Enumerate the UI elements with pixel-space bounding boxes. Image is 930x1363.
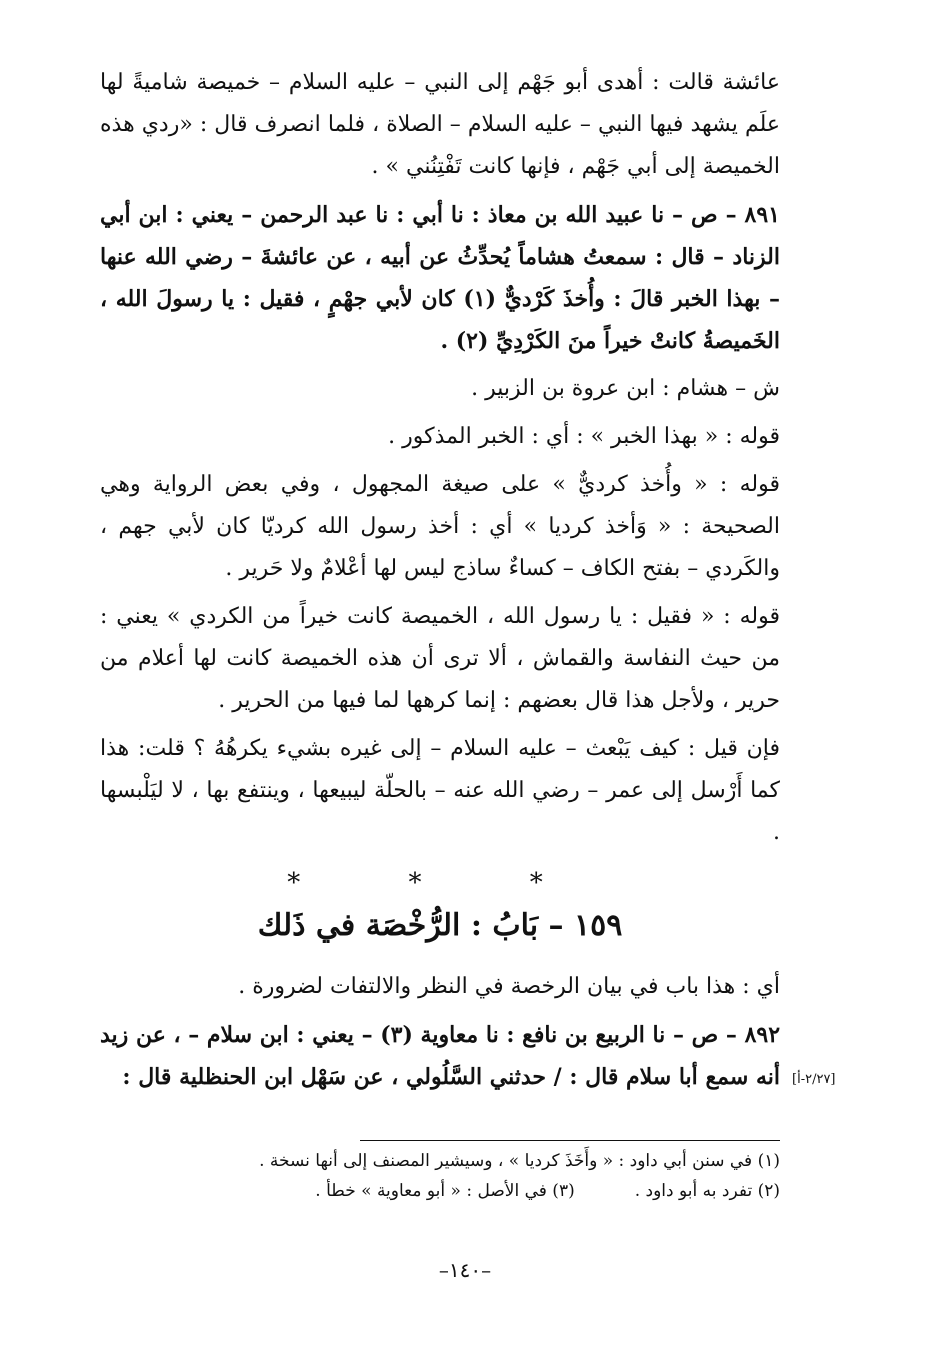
manuscript-folio-reference: [٢/٢٧-أ] — [792, 1072, 836, 1087]
paragraph-hadith-context: عائشة قالت : أهدى أبو جَهْم إلى النبي – عليه السلام – خميصة شاميةً لها علَم يشهد فيها النبي – عليه السلام – الصلاة ، فلما انصرف قال : «ردي هذه الخميصة إلى أبي جَهْم ، فإنها كانت تَفْتِنُني » . — [100, 70, 780, 179]
paragraph-question-answer: فإن قيل : كيف يَبْعث – عليه السلام – إلى غيره بشيء يكرهُهُ ؟ قلت: هذا كما أَرْسل إلى عمر – رضي الله عنه – بالحلّة ليبيعها ، وينتفع بها ، لا ليَلْبسها . — [100, 736, 780, 845]
paragraph-qawluhu-kurdi: قوله : « وأُخذ كرديٌّ » على صيغة المجهول ، وفي بعض الرواية وهي الصحيحة : « وَأخذ كرديا » أي : أخذ رسول الله كرديّا كان لأبي جهم ، والكَردي – بفتح الكاف – كساءٌ ساذج ليس لها أعْلامٌ ولا حَرير . — [100, 472, 780, 581]
footnote-row-2 — [100, 1176, 780, 1206]
paragraph-chapter-explanation: أي : هذا باب في بيان الرخصة في النظر والالتفات لضرورة . — [238, 974, 780, 999]
paragraph-hadith-891: ٨٩١ – ص – نا عبيد الله بن معاذ : نا أبي : نا عبد الرحمن – يعني : ابن أبي الزناد – قال : سمعتُ هشاماً يُحدِّثُ عن أبيه ، عن عائشةَ – رضي الله عنها – بهذا الخبر قالَ : وأُخذَ كَرْديٌّ (١) كان لأبي جهْمٍ ، فقيل : يا رسولَ الله ، الخَميصةُ كانتْ خيراً منَ الكَرْدِيِّ (٢) . — [100, 202, 780, 354]
section-separator: * * * — [287, 868, 593, 898]
main-text-bottom — [100, 966, 780, 1098]
footnote-3: (٣) في الأصل : « أبو معاوية » خطأ . — [315, 1181, 575, 1201]
main-text-top — [100, 62, 780, 854]
footnotes — [100, 1146, 780, 1206]
footnote-2: (٢) تفرد به أبو داود . — [634, 1181, 780, 1201]
footnote-divider — [360, 1140, 780, 1141]
paragraph-qawluhu-khamisa: قوله : « فقيل : يا رسول الله ، الخميصة كانت خيراً من الكردي » يعني : من حيث النفاسة والقماش ، ألا ترى أن هذه الخميصة كانت لها أعلام من حرير ، ولأجل هذا قال بعضهم : إنما كرهها لما فيها من الحرير . — [100, 604, 780, 713]
paragraph-qawluhu-khabar: قوله : « بهذا الخبر » : أي : الخبر المذكور . — [388, 424, 780, 449]
paragraph-hadith-892: ٨٩٢ – ص – نا الربيع بن نافع : نا معاوية (٣) – يعني : ابن سلام – ، عن زيد أنه سمع أبا سلام قال : / حدثني السَّلُولي ، عن سَهْل ابن الحنظلية قال : — [100, 1022, 781, 1090]
footnote-1: (١) في سنن أبي داود : « وأَخَذَ كرديا » ، وسيشير المصنف إلى أنها نسخة . — [259, 1151, 780, 1171]
paragraph-sharh-hisham: ش – هشام : ابن عروة بن الزبير . — [471, 376, 780, 401]
page-number: –١٤٠– — [438, 1258, 492, 1282]
chapter-heading: ١٥٩ – بَابُ : الرُّخْصَة في ذَلك — [257, 908, 623, 943]
